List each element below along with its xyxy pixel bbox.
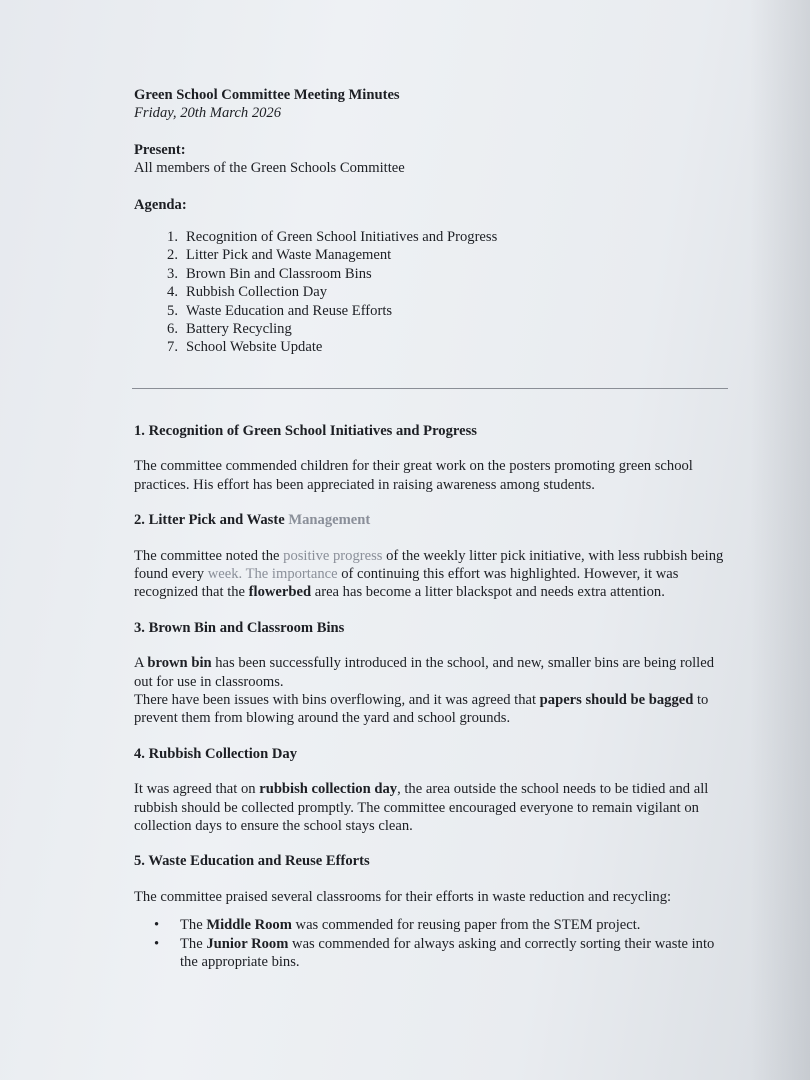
present-label: Present:: [134, 141, 186, 158]
meeting-date: Friday, 20th March 2026: [134, 105, 282, 122]
agenda-item: 5. Waste Education and Reuse Efforts: [167, 302, 393, 319]
agenda-list: [134, 228, 730, 357]
list-item: • The Junior Room was commended for always asking and correctly sorting their waste into the appropriate bins.: [154, 935, 715, 970]
section-3-body-2: There have been issues with bins overflowing, and it was agreed that papers should be bagged to prevent them from blowing around the yard and school grounds.: [134, 691, 709, 727]
minutes-content: [134, 86, 730, 971]
agenda-item: 1. Recognition of Green School Initiatives and Progress: [167, 229, 498, 246]
spacer: [134, 357, 730, 422]
list-item: • The Middle Room was commended for reusing paper from the STEM project.: [154, 917, 641, 934]
agenda-item: 2. Litter Pick and Waste Management: [167, 247, 392, 264]
section-3-heading: 3. Brown Bin and Classroom Bins: [134, 619, 345, 636]
section-1-heading: 1. Recognition of Green School Initiatives and Progress: [134, 422, 477, 439]
agenda-label: Agenda:: [134, 196, 187, 213]
agenda-item: 4. Rubbish Collection Day: [167, 284, 328, 301]
section-1-body: The committee commended children for their great work on the posters promoting green school practices. His effort has been appreciated in raising awareness among students.: [134, 458, 693, 493]
section-4-heading: 4. Rubbish Collection Day: [134, 745, 297, 762]
document-title: Green School Committee Meeting Minutes: [134, 87, 400, 103]
agenda-item: 6. Battery Recycling: [167, 321, 292, 338]
agenda-item: 7. School Website Update: [167, 339, 323, 356]
section-divider: [132, 388, 728, 389]
section-4-body: It was agreed that on rubbish collection day, the area outside the school needs to be tidied and all rubbish should be collected promptly. The committee encouraged everyone to remain vigilant on collection days to ensure the school stays clean.: [134, 781, 709, 834]
bullet-icon: •: [154, 917, 160, 934]
section-5-heading: 5. Waste Education and Reuse Efforts: [134, 853, 370, 870]
present-text: All members of the Green Schools Committee: [134, 160, 405, 177]
section-3-body-1: A brown bin has been successfully introduced in the school, and new, smaller bins are being rolled out for use in classrooms.: [134, 655, 715, 690]
section-2-body: The committee noted the positive progress of the weekly litter pick initiative, with less rubbish being found every week. The importance of continuing this effort was highlighted. However, it was recognized that the flowerbed area has become a litter blackspot and needs extra attention.: [134, 547, 724, 601]
section-5-intro: The committee praised several classrooms for their efforts in waste reduction and recycling:: [134, 888, 672, 905]
bullet-icon: •: [154, 935, 160, 952]
section-2-heading: 2. Litter Pick and Waste Management: [134, 512, 371, 529]
agenda-item: 3. Brown Bin and Classroom Bins: [167, 265, 372, 282]
section-5-bullets: [134, 916, 730, 971]
